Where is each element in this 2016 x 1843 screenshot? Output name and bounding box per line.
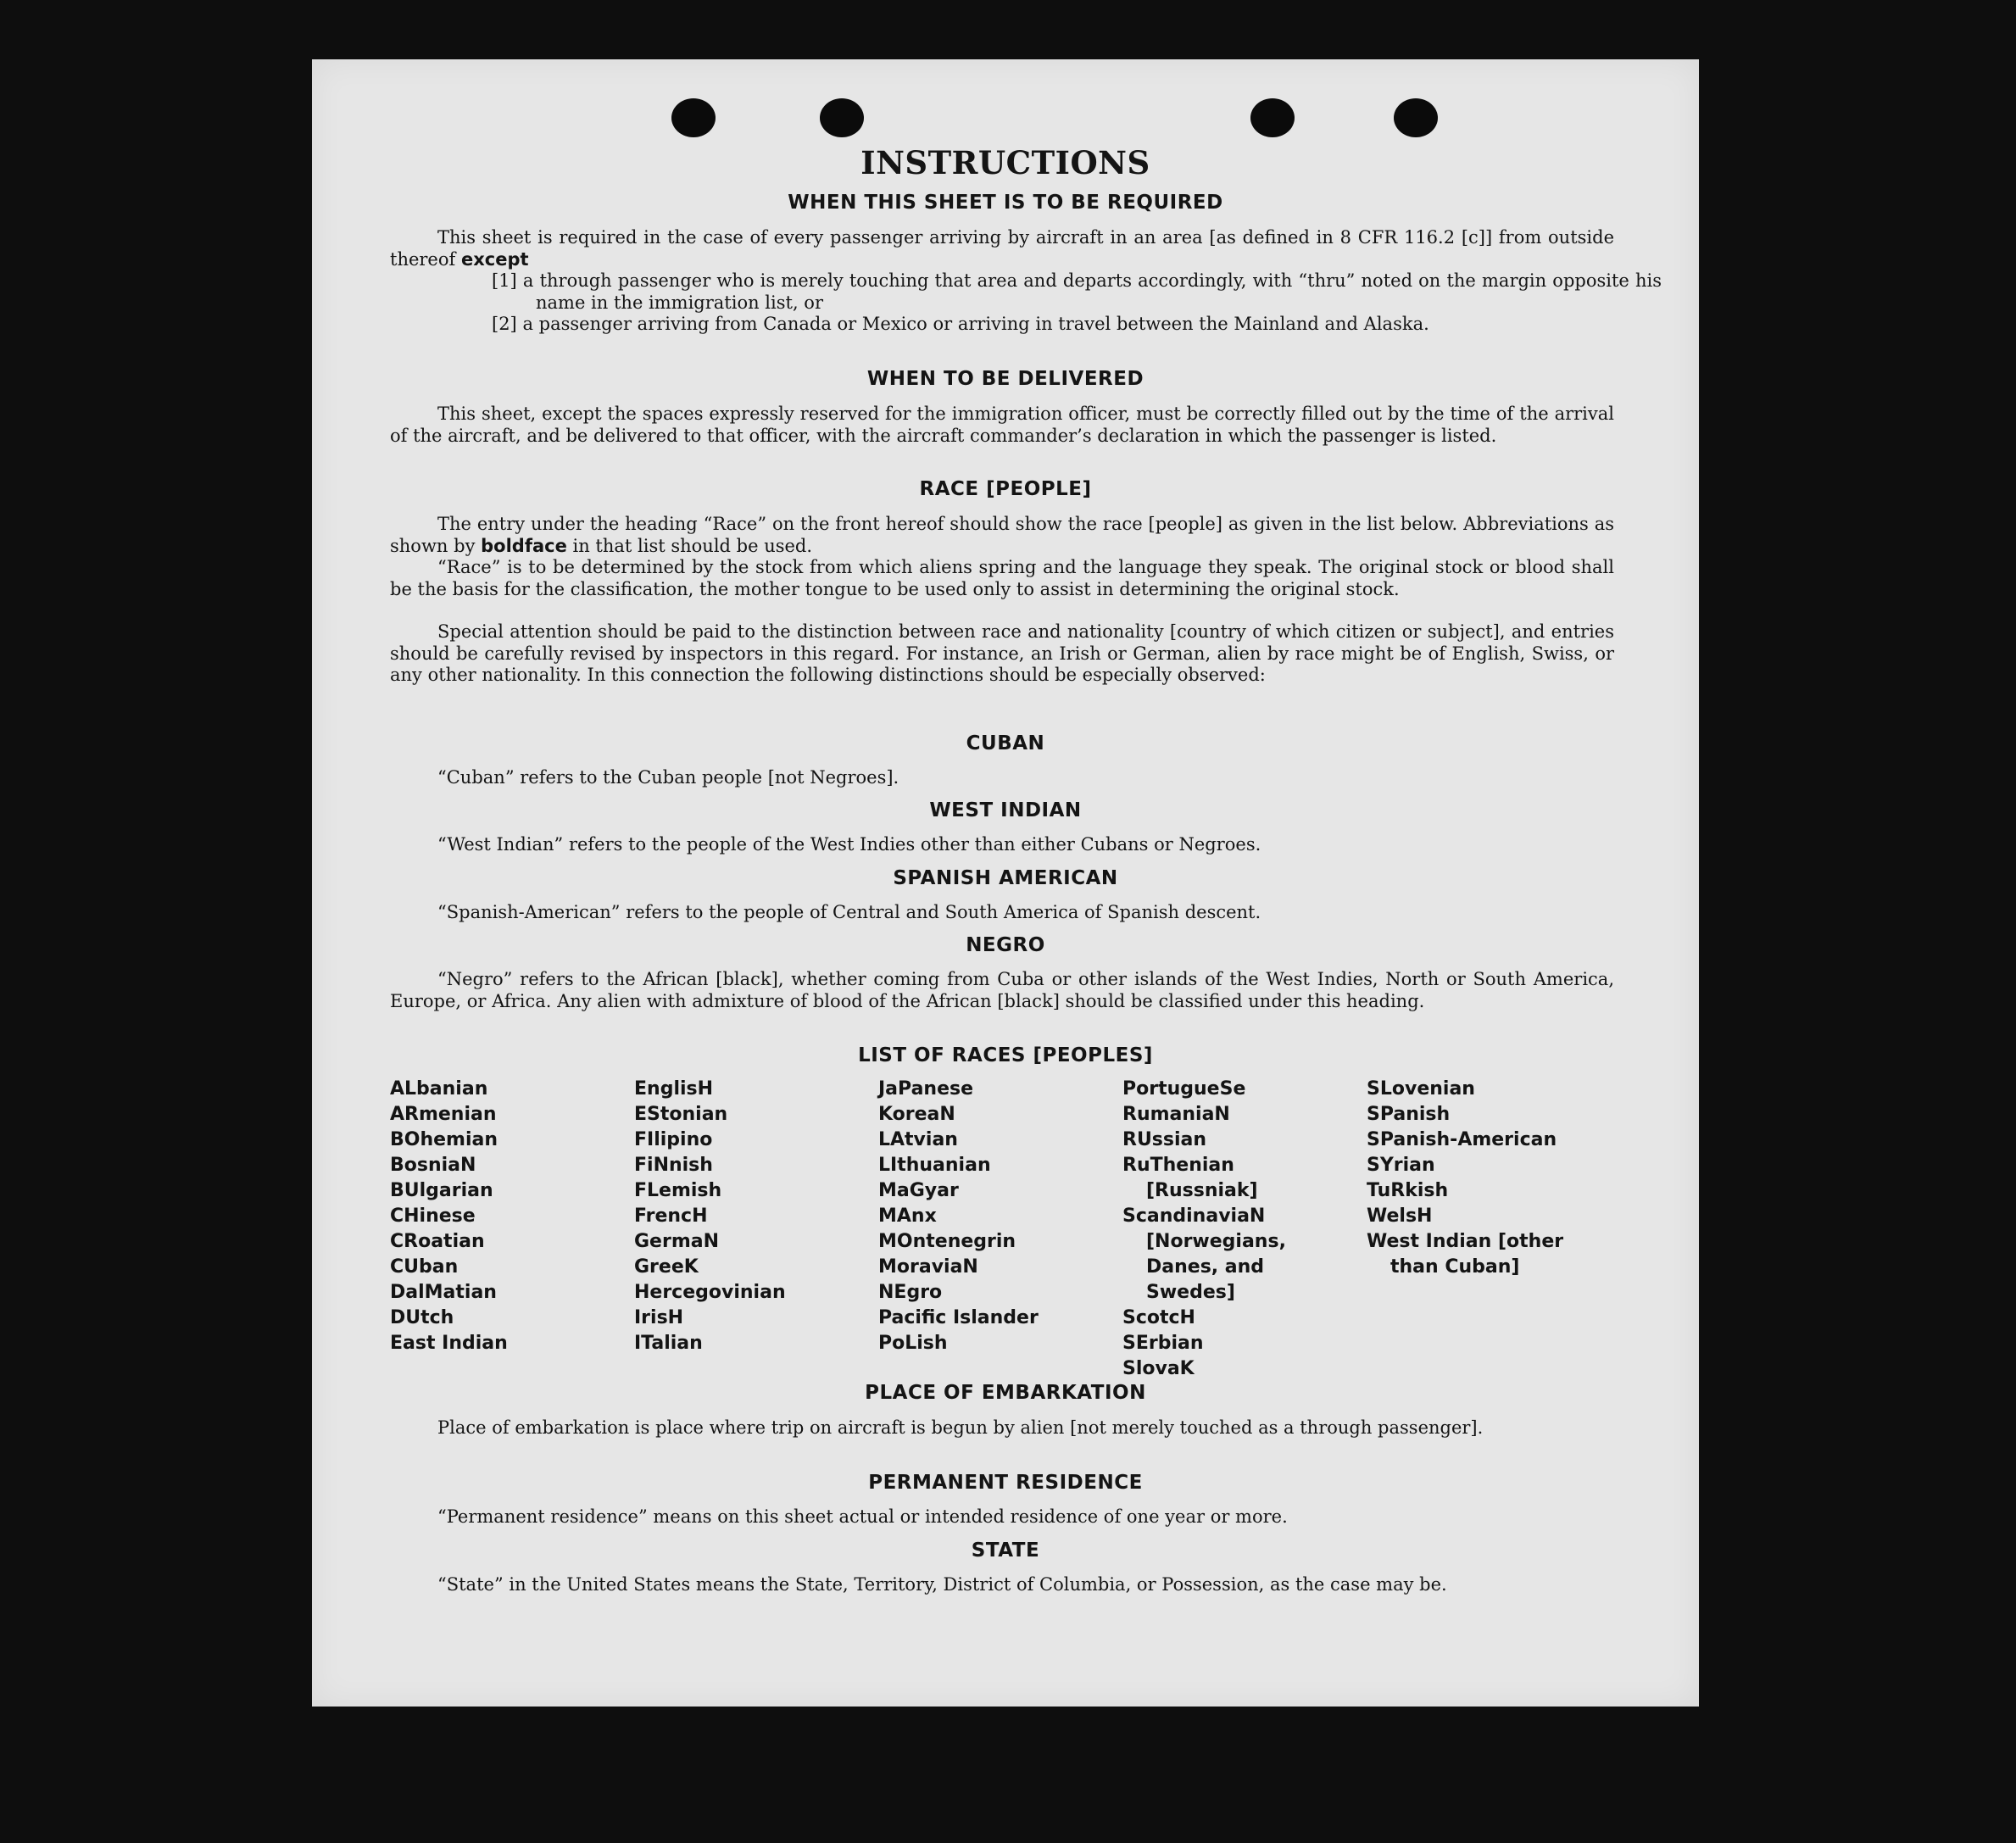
heading-race: RACE [PEOPLE] (919, 478, 1092, 500)
race-item: EStonian (634, 1104, 728, 1125)
race-item: SlovaK (1122, 1358, 1195, 1379)
race-item: Pacific Islander (878, 1307, 1039, 1328)
race-item: CRoatian (390, 1231, 485, 1252)
race-item: ITalian (634, 1333, 703, 1354)
race-item: SYrian (1367, 1155, 1435, 1176)
race-paragraph-1-end: in that list should be used. (572, 535, 813, 556)
races-column-1 (390, 1077, 627, 1356)
race-item: TuRkish (1367, 1180, 1449, 1201)
race-item: PoLish (878, 1333, 948, 1354)
race-item: NEgro (878, 1282, 943, 1303)
required-intro-text: This sheet is required in the case of every passenger arriving by aircraft in an area [as defined in 8 CFR 116.2 [c]] from outside thereof (390, 227, 1614, 270)
race-item: SErbian (1122, 1333, 1204, 1354)
race-item: FIlipino (634, 1129, 713, 1150)
punch-hole (1250, 98, 1295, 137)
race-item: WelsH (1367, 1205, 1433, 1227)
west-indian-text: “West Indian” refers to the people of the West Indies other than either Cubans or Negroes. (437, 834, 1261, 855)
race-item: RumaniaN (1122, 1104, 1230, 1125)
race-item: MOntenegrin (878, 1231, 1016, 1252)
delivered-text: This sheet, except the spaces expressly reserved for the immigration officer, must be correctly filled out by the time of the arrival of the aircraft, and be delivered to that officer, with the aircraft commander’s declaration in which the passenger is listed. (390, 404, 1614, 446)
race-item: BosniaN (390, 1155, 476, 1176)
race-paragraph-1-bold: boldface (481, 535, 567, 556)
heading-spanish-american: SPANISH AMERICAN (893, 867, 1118, 889)
page-title: INSTRUCTIONS (860, 144, 1150, 181)
heading-negro: NEGRO (966, 934, 1045, 956)
heading-when-delivered: WHEN TO BE DELIVERED (866, 368, 1144, 390)
punch-hole (820, 98, 864, 137)
race-item: DUtch (390, 1307, 454, 1328)
heading-west-indian: WEST INDIAN (929, 799, 1082, 821)
race-item: Hercegovinian (634, 1282, 786, 1303)
state-text: “State” in the United States means the State, Territory, District of Columbia, or Possession, as the case may be. (437, 1574, 1447, 1595)
exception-item-2-text: a passenger arriving from Canada or Mexico or arriving in travel between the Mainland and Alaska. (522, 314, 1429, 334)
race-item: RUssian (1122, 1129, 1207, 1150)
races-column-4 (1122, 1077, 1351, 1382)
race-item: FiNnish (634, 1155, 713, 1176)
race-item: CUban (390, 1256, 459, 1278)
exception-item-2-number: [2] (492, 314, 517, 334)
exception-item-1-text: a through passenger who is merely touching that area and departs accordingly, with “thru” noted on the margin opposite his name in the immigration list, or (522, 270, 1662, 313)
race-item: EnglisH (634, 1078, 714, 1100)
race-paragraph-1-text: The entry under the heading “Race” on the front hereof should show the race [people] as given in the list below. Abbreviations as shown by (390, 514, 1614, 556)
race-item: East Indian (390, 1333, 508, 1354)
race-item: GermaN (634, 1231, 720, 1252)
heading-cuban: CUBAN (966, 732, 1045, 754)
race-item: LIthuanian (878, 1155, 991, 1176)
race-paragraph-3: Special attention should be paid to the distinction between race and nationality [country of which citizen or subject], and entries should be carefully revised by inspectors in this regard. For instance, an Irish or German, alien by race might be of English, Swiss, or any other nationality. In this connection the following distinctions should be especially observed: (390, 621, 1614, 685)
heading-permanent-residence: PERMANENT RESIDENCE (868, 1472, 1143, 1494)
races-column-5 (1367, 1077, 1596, 1280)
race-item: KoreaN (878, 1104, 955, 1125)
spanish-american-text: “Spanish-American” refers to the people of Central and South America of Spanish descent. (437, 902, 1261, 922)
race-item: PortugueSe (1122, 1078, 1246, 1100)
race-item: JaPanese (878, 1078, 974, 1100)
race-item: ScandinaviaN [Norwegians, Danes, and Swedes] (1122, 1205, 1286, 1303)
race-item: DalMatian (390, 1282, 497, 1303)
race-item: CHinese (390, 1205, 476, 1227)
race-item: MAnx (878, 1205, 937, 1227)
heading-list-of-races: LIST OF RACES [PEOPLES] (858, 1044, 1153, 1066)
race-item: SPanish (1367, 1104, 1451, 1125)
cuban-text: “Cuban” refers to the Cuban people [not Negroes]. (437, 767, 899, 788)
race-item: FrencH (634, 1205, 708, 1227)
race-item: FLemish (634, 1180, 722, 1201)
punch-hole (1394, 98, 1438, 137)
race-paragraph-2: “Race” is to be determined by the stock from which aliens spring and the language they speak. The original stock or blood shall be the basis for the classification, the mother tongue to be used only to assist in determining the original stock. (390, 557, 1614, 599)
race-item: ARmenian (390, 1104, 497, 1125)
race-item: MaGyar (878, 1180, 959, 1201)
race-item: RuThenian [Russniak] (1122, 1155, 1258, 1201)
race-item: LAtvian (878, 1129, 958, 1150)
race-item: ScotcH (1122, 1307, 1195, 1328)
exception-item-2 (492, 314, 1662, 336)
exception-item-1 (492, 270, 1662, 314)
races-column-2 (634, 1077, 872, 1356)
race-item: SPanish-American (1367, 1129, 1557, 1150)
race-item: BUlgarian (390, 1180, 493, 1201)
embarkation-text: Place of embarkation is place where trip on aircraft is begun by alien [not merely touched as a through passenger]. (437, 1417, 1484, 1438)
punch-hole (671, 98, 716, 137)
required-intro-bold: except (460, 248, 529, 270)
residence-text: “Permanent residence” means on this sheet actual or intended residence of one year or more. (437, 1506, 1288, 1527)
race-item: BOhemian (390, 1129, 498, 1150)
document-sheet (312, 59, 1699, 1707)
heading-when-required: WHEN THIS SHEET IS TO BE REQUIRED (788, 192, 1223, 214)
heading-state: STATE (971, 1540, 1040, 1562)
race-item: GreeK (634, 1256, 699, 1278)
race-item: SLovenian (1367, 1078, 1475, 1100)
races-column-3 (878, 1077, 1116, 1356)
negro-text: “Negro” refers to the African [black], whether coming from Cuba or other islands of the West Indies, North or South America, Europe, or Africa. Any alien with admixture of blood of the African [black] should be classified under this heading. (390, 969, 1614, 1011)
exception-item-1-number: [1] (492, 270, 517, 291)
required-intro (390, 227, 1614, 270)
race-paragraph-1 (390, 514, 1614, 557)
race-item: ALbanian (390, 1078, 488, 1100)
race-item: MoraviaN (878, 1256, 978, 1278)
heading-place-of-embarkation: PLACE OF EMBARKATION (865, 1382, 1146, 1404)
race-item: West Indian [other than Cuban] (1367, 1231, 1564, 1278)
race-item: IrisH (634, 1307, 684, 1328)
